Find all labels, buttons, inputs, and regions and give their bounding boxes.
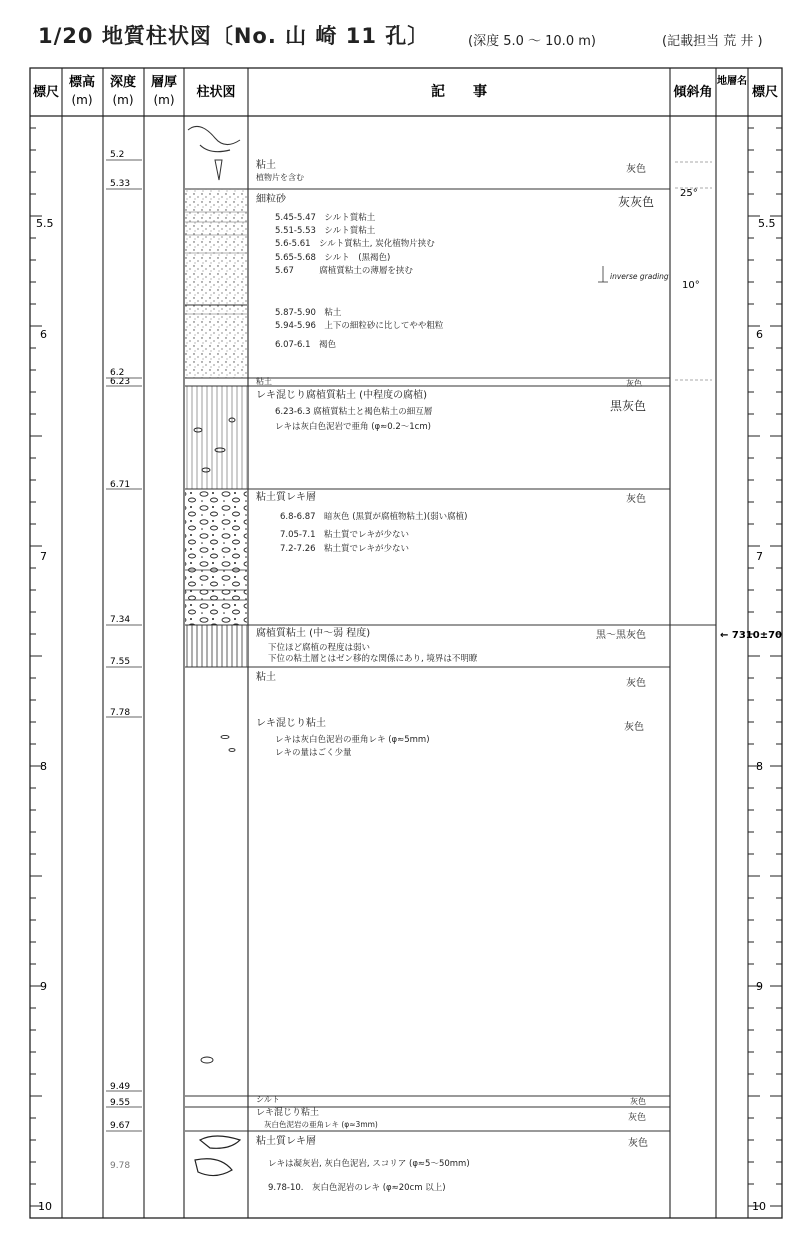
layer-detail: 9.78-10. 灰白色泥岩のレキ (φ≈20cm 以上) (268, 1183, 446, 1193)
scale-label-right-7: 7 (756, 550, 763, 563)
layer-name: 粘土 (256, 377, 272, 386)
layer-color: 灰色 (628, 1113, 647, 1123)
layer-color: 灰色 (626, 494, 646, 505)
dip-angle: 10° (682, 280, 700, 291)
layer-detail: 5.65-5.68 シルト (黒褐色) (275, 253, 391, 263)
layer-detail: 5.67 腐植質粘土の薄層を挟む (275, 266, 413, 276)
layer-detail: 6.07-6.1 褐色 (275, 340, 337, 350)
layer-detail: レキは灰白色泥岩の亜角レキ (φ≈5mm) (275, 735, 430, 745)
col-elevation-unit: (m) (71, 93, 93, 107)
layer-color: 灰色 (626, 678, 646, 689)
layer-detail: 下位の粘土層とはゼン移的な関係にあり, 境界は不明瞭 (268, 654, 478, 664)
layer-color: 灰色 (630, 1097, 646, 1106)
boundary-depth: 5.2 (110, 150, 125, 160)
sheet-title: 1/20 地質柱状図〔No. 山 崎 11 孔〕 (38, 24, 430, 48)
layer-detail: 5.6-5.61 シルト質粘土, 炭化植物片挟む (275, 239, 435, 249)
layer-name: シルト (256, 1095, 280, 1104)
scale-label-9: 9 (40, 980, 47, 993)
layer-name: レキ混じり粘土 (256, 718, 326, 729)
layer-color: 灰灰色 (618, 195, 655, 209)
recorder: (記載担当 荒 井 ) (662, 34, 763, 49)
col-thickness-unit: (m) (153, 93, 175, 107)
layer-color: 灰色 (626, 379, 642, 388)
col-depth-unit: (m) (112, 93, 134, 107)
boundary-depth: 7.55 (110, 657, 131, 667)
boundary-depth: 6.23 (110, 377, 131, 387)
col-scale-right: 標尺 (751, 85, 779, 100)
layer-name: 粘土質レキ層 (256, 1136, 316, 1147)
boundary-depth: 9.67 (110, 1121, 131, 1131)
layer-name: レキ混じり粘土 (256, 1108, 320, 1118)
boundary-depth: 7.34 (110, 615, 131, 625)
age-label: ← 7310±70 (720, 630, 782, 641)
layer-detail: 6.23-6.3 腐植質粘土と褐色粘土の細互層 (275, 407, 433, 417)
layer-detail: 5.45-5.47 シルト質粘土 (275, 213, 376, 223)
col-thickness: 層厚 (150, 75, 178, 90)
boundary-depth: 9.55 (110, 1098, 131, 1108)
scale-label-7: 7 (40, 550, 47, 563)
layer-color: 黒灰色 (610, 399, 647, 413)
layer-name: 細粒砂 (256, 194, 286, 205)
col-description: 記 事 (431, 84, 487, 100)
layer-name: 腐植質粘土 (中〜弱 程度) (256, 628, 371, 639)
layer-detail: 5.87-5.90 粘土 (275, 308, 342, 318)
scale-label-right-10: 10 (752, 1200, 766, 1213)
grading-label: inverse grading (610, 272, 669, 281)
column-graphic (185, 117, 247, 1176)
layer-detail: レキは凝灰岩, 灰白色泥岩, スコリア (φ≈5〜50mm) (268, 1159, 470, 1169)
layer-name: 粘土 (256, 160, 276, 171)
scale-label-right-6: 6 (756, 328, 763, 341)
boundary-depth: 6.2 (110, 368, 125, 378)
layer-name: 粘土質レキ層 (256, 492, 316, 503)
scale-label-right-8: 8 (756, 760, 763, 773)
layer-color: 灰色 (626, 164, 646, 175)
scale-label-8: 8 (40, 760, 47, 773)
layer-detail: レキの量はごく少量 (275, 748, 352, 758)
boundary-depth: 6.71 (110, 480, 131, 490)
scale-label-right-9: 9 (756, 980, 763, 993)
layer-detail: 7.2-7.26 粘土質でレキが少ない (280, 544, 410, 554)
layer-detail: 6.8-6.87 暗灰色 (黒質が腐植物粘土)(弱い腐植) (280, 512, 468, 522)
layer-detail: 5.94-5.96 上下の細粒砂に比してやや粗粒 (275, 321, 444, 331)
layer-detail: 7.05-7.1 粘土質でレキが少ない (280, 530, 410, 540)
col-formation: 地層名 (717, 76, 747, 87)
layer-name: レキ混じり腐植質粘土 (中程度の腐植) (256, 390, 427, 401)
layer-color: 灰色 (628, 1138, 648, 1149)
boundary-depth: 9.49 (110, 1082, 131, 1092)
col-elevation: 標高 (68, 75, 96, 90)
depth-range: (深度 5.0 〜 10.0 m) (468, 34, 596, 49)
scale-label-right-5.5: 5.5 (758, 217, 776, 230)
layer-name: 粘土 (256, 672, 276, 683)
scale-label-5.5: 5.5 (36, 217, 54, 230)
layer-color: 灰色 (624, 722, 644, 733)
layer-detail: 下位ほど腐植の程度は弱い (268, 643, 371, 653)
layer-detail: 灰白色泥岩の亜角レキ (φ≈3mm) (264, 1120, 378, 1129)
scale-label-10: 10 (38, 1200, 52, 1213)
layer-color: 黒〜黒灰色 (596, 630, 646, 641)
scale-label-6: 6 (40, 328, 47, 341)
dip-angle: 25° (680, 188, 698, 199)
layer-detail: レキは灰白色泥岩で亜角 (φ≈0.2〜1cm) (275, 422, 431, 432)
col-scale-left: 標尺 (32, 85, 60, 100)
boundary-depth: 7.78 (110, 708, 131, 718)
boundary-depth: 5.33 (110, 179, 131, 189)
col-dip: 傾斜角 (673, 85, 713, 100)
boundary-depth: 9.78 (110, 1161, 131, 1171)
layer-detail: 5.51-5.53 シルト質粘土 (275, 226, 376, 236)
col-depth: 深度 (109, 75, 137, 90)
col-column: 柱状図 (196, 85, 236, 100)
layer-note: 植物片を含む (256, 173, 304, 182)
